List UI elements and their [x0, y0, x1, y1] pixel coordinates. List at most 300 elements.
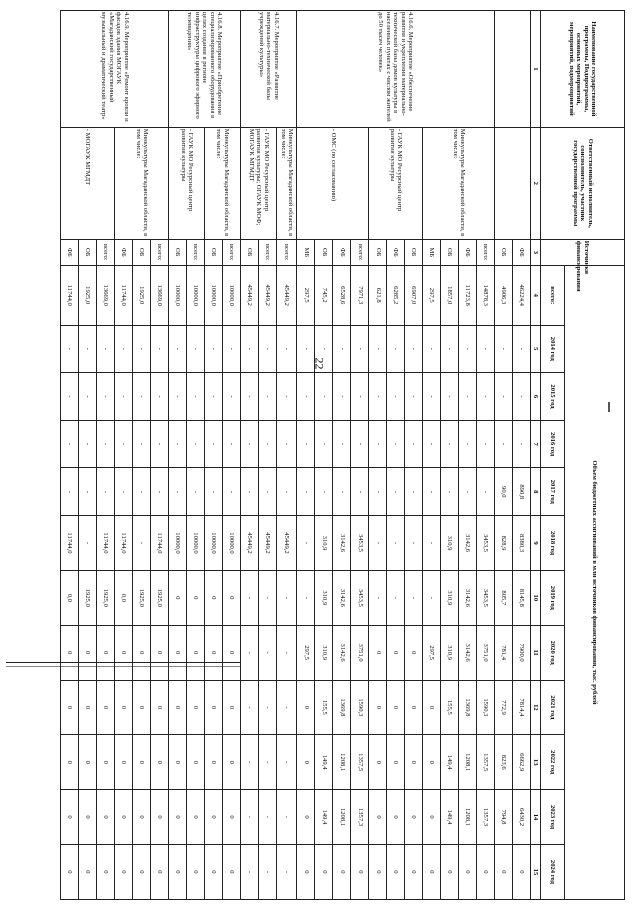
- cell-value: -: [351, 373, 369, 421]
- cell-value: 1590,3: [351, 680, 369, 735]
- cell-value: 1925,0: [79, 570, 97, 625]
- cell-value: 0: [133, 844, 151, 899]
- cell-value: 0: [97, 625, 115, 680]
- column-number: 8: [531, 468, 541, 516]
- cell-value: 0: [115, 790, 133, 845]
- cell-responsible: - МОГАУК МГМДТ: [61, 127, 115, 239]
- cell-value: 1208,1: [333, 790, 351, 845]
- cell-value: 1357,5: [351, 735, 369, 790]
- cell-responsible: - ГАУК МО Ресурсный центр развития культуры; ОГАУК МОФ; МОГАУК МГМДТ: [240, 127, 276, 239]
- cell-value: -: [387, 373, 405, 421]
- cell-value: -: [423, 570, 441, 625]
- cell-value: -: [258, 844, 276, 899]
- cell-value: 90,0: [495, 468, 513, 516]
- cell-value: -: [133, 516, 151, 571]
- cell-value: -: [405, 325, 423, 373]
- cell-value: -: [276, 844, 297, 899]
- cell-value: 3142,6: [333, 570, 351, 625]
- cell-value: 3142,6: [459, 625, 477, 680]
- cell-value: 0: [151, 790, 169, 845]
- table-row: [151, 11, 169, 900]
- cell-value: 0: [79, 735, 97, 790]
- cell-value: 149,4: [441, 735, 459, 790]
- cell-value: 4906,3: [495, 265, 513, 325]
- cell-value: 0: [205, 570, 223, 625]
- cell-value: 0: [169, 790, 187, 845]
- cell-value: -: [276, 680, 297, 735]
- cell-value: 297,5: [423, 265, 441, 325]
- header-source: Источники финансирования: [541, 239, 625, 265]
- cell-value: 0: [459, 844, 477, 899]
- cell-value: 13669,0: [151, 265, 169, 325]
- cell-value: -: [61, 468, 79, 516]
- cell-value: -: [222, 373, 240, 421]
- cell-value: -: [240, 680, 258, 735]
- cell-name: 4.16.6. Мероприятие «Обеспечение развития и укрепления материально-технической базы домов культуры в населенных пунктах с числом жителей до 50 тысяч человек»: [297, 11, 495, 128]
- cell-value: 0: [387, 625, 405, 680]
- cell-value: 0: [61, 735, 79, 790]
- cell-value: 0: [79, 625, 97, 680]
- cell-value: 0: [387, 680, 405, 735]
- cell-value: -: [258, 373, 276, 421]
- cell-value: 1208,1: [459, 790, 477, 845]
- cell-value: -: [187, 373, 205, 421]
- header-year: 2015 год: [541, 373, 565, 421]
- cell-value: -: [315, 420, 333, 468]
- cell-value: 0: [513, 844, 531, 899]
- header-year: 2023 год: [541, 790, 565, 845]
- column-number: 4: [531, 265, 541, 325]
- page-number: 22: [312, 357, 327, 370]
- cell-value: -: [133, 468, 151, 516]
- cell-value: 6907,0: [405, 265, 423, 325]
- cell-value: -: [115, 373, 133, 421]
- cell-value: 0: [187, 625, 205, 680]
- cell-value: 1925,0: [79, 265, 97, 325]
- cell-value: 1357,3: [351, 790, 369, 845]
- header-year: 2018 год: [541, 516, 565, 571]
- cell-value: 0: [61, 680, 79, 735]
- cell-value: 0: [97, 735, 115, 790]
- cell-value: -: [276, 420, 297, 468]
- cell-value: 0: [405, 844, 423, 899]
- cell-value: 0: [169, 680, 187, 735]
- cell-value: 0: [333, 844, 351, 899]
- cell-value: 3453,5: [477, 516, 495, 571]
- cell-value: 0: [79, 844, 97, 899]
- cell-value: -: [387, 325, 405, 373]
- cell-value: -: [205, 373, 223, 421]
- cell-value: 823,6: [495, 735, 513, 790]
- cell-source: всего:: [151, 239, 169, 265]
- cell-value: -: [423, 516, 441, 571]
- cell-value: -: [169, 420, 187, 468]
- cell-value: 3453,5: [351, 570, 369, 625]
- cell-value: -: [258, 420, 276, 468]
- cell-value: -: [240, 420, 258, 468]
- cell-value: 0: [222, 735, 240, 790]
- cell-value: 1208,1: [459, 735, 477, 790]
- cell-responsible: Минкультуры Магаданской области, в том числе:: [115, 127, 169, 239]
- cell-value: 0,0: [61, 570, 79, 625]
- cell-value: 0: [441, 844, 459, 899]
- column-number: 11: [531, 625, 541, 680]
- cell-value: -: [240, 844, 258, 899]
- cell-value: 11744,0: [97, 516, 115, 571]
- cell-value: 10000,0: [187, 265, 205, 325]
- cell-value: 11744,0: [61, 265, 79, 325]
- cell-value: 3453,5: [351, 516, 369, 571]
- cell-value: -: [369, 570, 387, 625]
- cell-value: 0: [369, 735, 387, 790]
- cell-value: -: [333, 420, 351, 468]
- cell-value: 10000,0: [205, 265, 223, 325]
- cell-value: -: [240, 735, 258, 790]
- cell-name: 4.16.7. Мероприятие «Развитие материально-технической базы учреждений культуры»: [240, 11, 296, 128]
- table-row: [222, 11, 240, 900]
- cell-value: 0: [405, 625, 423, 680]
- cell-value: 0: [205, 625, 223, 680]
- cell-value: 0: [187, 790, 205, 845]
- cell-responsible: - ГАУК МО Ресурсный центр развития культуры: [369, 127, 423, 239]
- cell-value: -: [151, 325, 169, 373]
- cell-value: 0: [169, 570, 187, 625]
- funding-table: [60, 10, 625, 900]
- cell-value: 0: [387, 844, 405, 899]
- cell-value: -: [315, 468, 333, 516]
- cell-value: 0: [187, 680, 205, 735]
- cell-value: 0: [495, 844, 513, 899]
- header-total: всего:: [541, 265, 565, 325]
- header-year: 2016 год: [541, 420, 565, 468]
- cell-value: -: [258, 468, 276, 516]
- cell-value: -: [187, 468, 205, 516]
- cell-value: 1925,0: [97, 570, 115, 625]
- cell-value: 0: [405, 790, 423, 845]
- cell-value: 772,9: [495, 680, 513, 735]
- cell-value: -: [258, 680, 276, 735]
- cell-value: 828,9: [495, 516, 513, 571]
- column-number: 7: [531, 420, 541, 468]
- cell-value: 0: [205, 735, 223, 790]
- cell-value: 297,5: [423, 625, 441, 680]
- cell-value: -: [79, 373, 97, 421]
- cell-value: 0: [297, 680, 315, 735]
- cell-value: -: [115, 420, 133, 468]
- cell-value: -: [240, 570, 258, 625]
- cell-value: 1925,0: [133, 570, 151, 625]
- cell-source: ОБ: [441, 239, 459, 265]
- cell-source: всего:: [97, 239, 115, 265]
- cell-value: 0: [351, 844, 369, 899]
- cell-value: -: [333, 325, 351, 373]
- cell-source: ОБ: [495, 239, 513, 265]
- cell-value: 6285,2: [387, 265, 405, 325]
- table-body: [61, 11, 531, 900]
- cell-value: 3751,0: [477, 625, 495, 680]
- cell-value: 3142,6: [333, 625, 351, 680]
- cell-name: [495, 11, 531, 128]
- cell-value: 149,4: [315, 790, 333, 845]
- cell-value: -: [297, 373, 315, 421]
- header-year: 2022 год: [541, 735, 565, 790]
- cell-value: -: [351, 420, 369, 468]
- cell-value: -: [258, 325, 276, 373]
- cell-value: 310,9: [315, 570, 333, 625]
- cell-source: ОБ: [133, 239, 151, 265]
- header-responsible: Ответственный исполнитель, соисполнитель, участник государственной программы: [541, 127, 625, 239]
- cell-value: 0: [133, 625, 151, 680]
- cell-value: -: [258, 570, 276, 625]
- cell-value: 0: [423, 790, 441, 845]
- cell-source: всего:: [276, 239, 297, 265]
- cell-value: 0: [315, 844, 333, 899]
- cell-value: -: [115, 325, 133, 373]
- cell-value: 0: [369, 844, 387, 899]
- cell-value: -: [276, 625, 297, 680]
- cell-source: всего:: [258, 239, 276, 265]
- column-number: 12: [531, 680, 541, 735]
- cell-value: 0: [115, 625, 133, 680]
- header-year: 2020 год: [541, 625, 565, 680]
- cell-responsible: Минкультуры Магаданской области, в том числе:: [205, 127, 241, 239]
- cell-value: 310,9: [441, 516, 459, 571]
- cell-value: 149,4: [315, 735, 333, 790]
- table-row: [477, 11, 495, 900]
- cell-source: МБ: [297, 239, 315, 265]
- column-number-row: [531, 11, 541, 900]
- cell-value: 0: [187, 844, 205, 899]
- header-year: 2017 год: [541, 468, 565, 516]
- cell-value: -: [151, 420, 169, 468]
- cell-value: 0: [61, 625, 79, 680]
- cell-value: 0: [169, 735, 187, 790]
- table-row: [97, 11, 115, 900]
- cell-value: -: [187, 325, 205, 373]
- cell-value: 0: [133, 790, 151, 845]
- cell-value: 1357,5: [477, 735, 495, 790]
- cell-value: 3142,6: [333, 516, 351, 571]
- cell-value: -: [205, 468, 223, 516]
- cell-value: -: [97, 325, 115, 373]
- cell-value: 11723,8: [459, 265, 477, 325]
- cell-value: 0: [151, 735, 169, 790]
- cell-value: -: [315, 373, 333, 421]
- cell-value: 11744,0: [61, 516, 79, 571]
- cell-value: -: [477, 468, 495, 516]
- cell-value: 3142,6: [459, 570, 477, 625]
- cell-value: 0: [61, 790, 79, 845]
- cell-value: 0,0: [115, 570, 133, 625]
- cell-value: -: [405, 516, 423, 571]
- cell-value: 45449,2: [240, 265, 258, 325]
- cell-value: -: [495, 373, 513, 421]
- cell-value: -: [477, 420, 495, 468]
- column-number: 5: [531, 325, 541, 373]
- cell-value: 0: [369, 790, 387, 845]
- cell-value: 310,9: [441, 625, 459, 680]
- cell-value: -: [351, 325, 369, 373]
- header-year: 2019 год: [541, 570, 565, 625]
- cell-value: 0: [97, 680, 115, 735]
- cell-source: МБ: [423, 239, 441, 265]
- cell-value: -: [441, 468, 459, 516]
- column-number: 10: [531, 570, 541, 625]
- cell-source: ОБ: [79, 239, 97, 265]
- cell-value: -: [258, 625, 276, 680]
- cell-value: 890,8: [513, 468, 531, 516]
- cell-value: 1369,8: [333, 680, 351, 735]
- cell-value: -: [133, 373, 151, 421]
- cell-value: 0: [79, 680, 97, 735]
- cell-value: 0: [222, 844, 240, 899]
- cell-value: -: [369, 420, 387, 468]
- cell-value: -: [151, 468, 169, 516]
- cell-value: -: [222, 420, 240, 468]
- cell-value: 149,4: [441, 790, 459, 845]
- cell-value: 310,9: [441, 570, 459, 625]
- cell-value: -: [513, 325, 531, 373]
- cell-value: -: [169, 325, 187, 373]
- cell-value: 0: [169, 625, 187, 680]
- cell-value: 0: [151, 625, 169, 680]
- cell-value: 8380,3: [513, 516, 531, 571]
- cell-value: 1357,3: [477, 790, 495, 845]
- cell-value: 0: [369, 625, 387, 680]
- cell-value: -: [297, 420, 315, 468]
- cell-value: 621,8: [369, 265, 387, 325]
- cell-name: 4.16.9. Мероприятие «Ремонт кровли и фасадов здания МОГАУК «Магаданский государственный музыкальный и драматический театр»: [61, 11, 169, 128]
- cell-value: 1925,0: [133, 265, 151, 325]
- cell-source: всего:: [187, 239, 205, 265]
- cell-value: -: [276, 373, 297, 421]
- cell-value: 0: [115, 735, 133, 790]
- cell-value: 0: [151, 844, 169, 899]
- cell-value: 6528,6: [333, 265, 351, 325]
- cell-value: 11744,0: [115, 265, 133, 325]
- cell-value: -: [459, 373, 477, 421]
- cell-value: 11744,0: [151, 516, 169, 571]
- cell-value: 3751,0: [351, 625, 369, 680]
- cell-value: -: [205, 420, 223, 468]
- cell-value: 745,2: [315, 265, 333, 325]
- header-year: 2014 год: [541, 325, 565, 373]
- cell-value: -: [79, 516, 97, 571]
- cell-value: 10000,0: [222, 516, 240, 571]
- cell-value: -: [423, 420, 441, 468]
- cell-value: 0: [133, 735, 151, 790]
- cell-value: 297,5: [297, 625, 315, 680]
- cell-source: всего:: [477, 239, 495, 265]
- table-row: [513, 11, 531, 900]
- cell-value: 297,5: [297, 265, 315, 325]
- column-number: 13: [531, 735, 541, 790]
- cell-value: 1369,8: [459, 680, 477, 735]
- cell-value: -: [333, 373, 351, 421]
- cell-source: ОБ: [240, 239, 258, 265]
- table-row: [405, 11, 423, 900]
- cell-value: 0: [369, 680, 387, 735]
- cell-value: -: [276, 570, 297, 625]
- cell-value: 1857,0: [441, 265, 459, 325]
- cell-value: -: [441, 325, 459, 373]
- cell-value: -: [423, 373, 441, 421]
- header-year: 2024 год: [541, 844, 565, 899]
- cell-value: -: [61, 420, 79, 468]
- cell-value: -: [240, 373, 258, 421]
- cell-value: 0: [133, 680, 151, 735]
- cell-source: ОБ: [315, 239, 333, 265]
- cell-value: -: [61, 373, 79, 421]
- cell-value: 7971,3: [351, 265, 369, 325]
- cell-value: -: [387, 468, 405, 516]
- table-row: [258, 11, 276, 900]
- cell-value: 0: [477, 844, 495, 899]
- cell-value: 0: [297, 844, 315, 899]
- cell-value: -: [240, 468, 258, 516]
- table-row: [351, 11, 369, 900]
- cell-value: 45449,2: [258, 265, 276, 325]
- cell-value: -: [97, 373, 115, 421]
- rotated-table-container: [60, 10, 625, 900]
- cell-responsible: Минкультуры Магаданской области, в том числе:: [423, 127, 495, 239]
- cell-value: -: [297, 516, 315, 571]
- cell-value: -: [387, 420, 405, 468]
- cell-value: -: [513, 373, 531, 421]
- cell-value: 3142,6: [459, 516, 477, 571]
- column-number: 3: [531, 239, 541, 265]
- cell-value: 0: [423, 680, 441, 735]
- cell-value: -: [423, 468, 441, 516]
- cell-value: -: [459, 420, 477, 468]
- table-rotator: [60, 10, 625, 900]
- cell-value: -: [297, 468, 315, 516]
- cell-value: -: [369, 468, 387, 516]
- header-funding: Объем бюджетных ассигнований в млн источников финансирования, тыс. рублей: [565, 265, 625, 899]
- cell-value: 0: [387, 735, 405, 790]
- cell-source: ОБ: [369, 239, 387, 265]
- cell-value: -: [495, 325, 513, 373]
- cell-value: 10000,0: [169, 516, 187, 571]
- cell-value: -: [240, 625, 258, 680]
- cell-value: 45449,2: [276, 516, 297, 571]
- cell-value: -: [205, 325, 223, 373]
- cell-value: -: [351, 468, 369, 516]
- cell-value: -: [477, 325, 495, 373]
- cell-source: ФБ: [459, 239, 477, 265]
- cell-value: -: [387, 516, 405, 571]
- table-row: [276, 11, 297, 900]
- cell-value: 0: [423, 735, 441, 790]
- cell-value: -: [405, 373, 423, 421]
- cell-value: 0: [222, 570, 240, 625]
- cell-value: 0: [205, 790, 223, 845]
- cell-value: -: [79, 468, 97, 516]
- cell-value: 0: [405, 680, 423, 735]
- cell-source: ФБ: [61, 239, 79, 265]
- cell-value: -: [459, 468, 477, 516]
- header-year: 2021 год: [541, 680, 565, 735]
- cell-value: -: [441, 373, 459, 421]
- cell-value: 0: [151, 680, 169, 735]
- cell-source: ОБ: [169, 239, 187, 265]
- cell-responsible: - ГАУК МО Ресурсный центр развития культуры: [169, 127, 205, 239]
- cell-value: -: [61, 325, 79, 373]
- cell-source: всего:: [351, 239, 369, 265]
- cell-value: 155,5: [441, 680, 459, 735]
- cell-value: -: [369, 373, 387, 421]
- cell-name: 4.16.8. Мероприятие «Приобретение специализированного оборудования в целях создания в регионе инфраструктуры цифрового эфирного телевидения»: [169, 11, 241, 128]
